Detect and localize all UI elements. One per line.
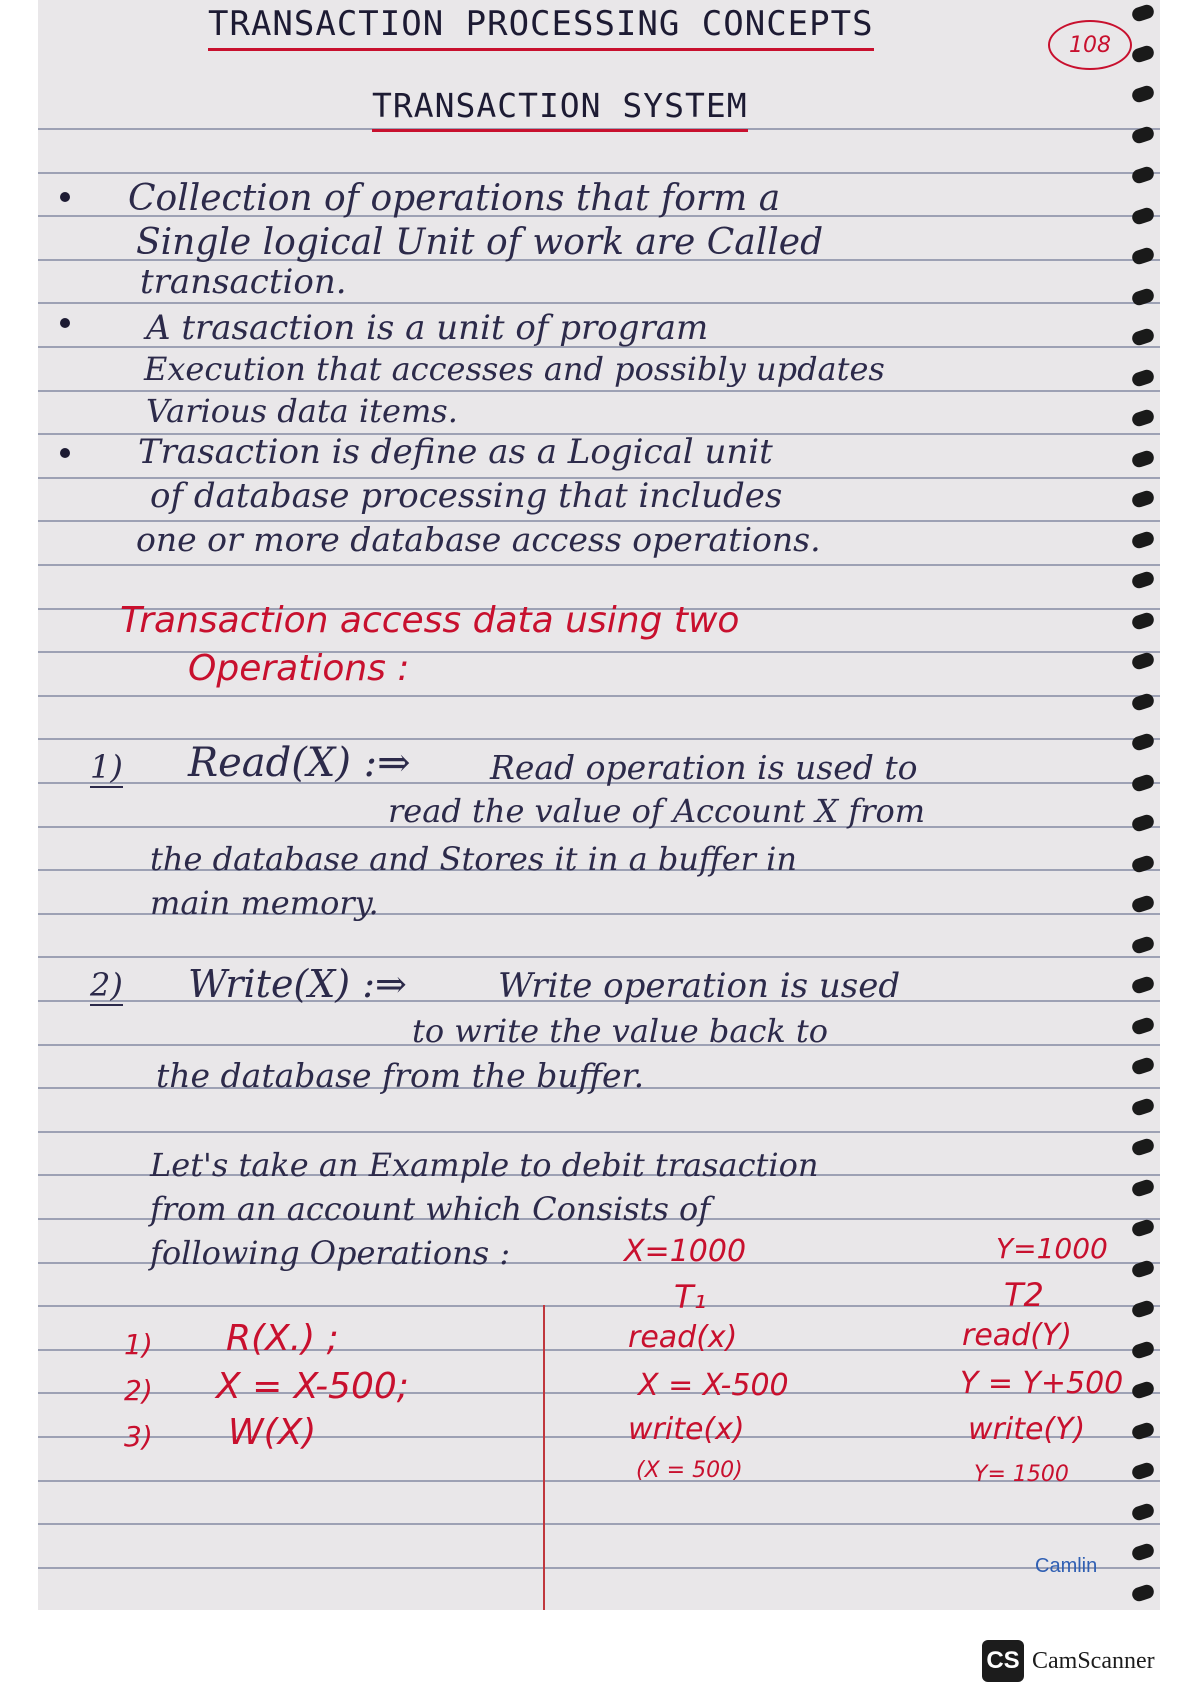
binding-hole [1130,530,1155,550]
binding-hole [1130,975,1155,995]
bullet-3 [60,448,70,458]
binding-hole [1130,1340,1155,1360]
binding-hole [1130,206,1155,226]
ruled-line [38,172,1160,174]
binding-hole [1130,1016,1155,1036]
definition-2-line-3: Various data items. [146,392,458,430]
binding-hole [1130,1299,1155,1319]
binding-hole [1130,1259,1155,1279]
example-line-2: from an account which Consists of [150,1190,711,1228]
operations-heading-line-2: Operations : [188,648,410,689]
write-op-line-1: Write operation is used [498,966,901,1006]
binding-hole [1130,1583,1155,1603]
step-3-number: 3) [124,1420,153,1453]
camscanner-name: CamScanner [1032,1648,1155,1674]
write-op-line-2: to write the value back to [412,1012,829,1050]
red-margin-line [543,1305,545,1610]
step-1-number: 1) [124,1328,153,1361]
write-op-number: 2) [90,966,123,1004]
binding-hole [1130,1097,1155,1117]
binding-hole [1130,692,1155,712]
bullet-2 [60,318,70,328]
ruled-line [38,956,1160,958]
t2-result-note: Y= 1500 [974,1462,1069,1487]
example-line-3: following Operations : [150,1234,511,1272]
binding-hole [1130,935,1155,955]
ruled-line [38,1131,1160,1133]
binding-hole [1130,773,1155,793]
binding-hole [1130,408,1155,428]
write-op-name: Write(X) :⇒ [188,962,407,1006]
t2-label: T2 [1004,1276,1044,1314]
example-line-1: Let's take an Example to debit trasaction [150,1146,819,1184]
binding-hole [1130,813,1155,833]
binding-hole [1130,84,1155,104]
read-op-line-3: the database and Stores it in a buffer in [150,840,797,878]
x-initial-value: X=1000 [624,1234,747,1269]
ruled-line [38,564,1160,566]
operations-heading-line-1: Transaction access data using two [120,600,740,641]
t2-line-2: Y = Y+500 [960,1366,1124,1401]
binding-hole [1130,246,1155,266]
binding-hole [1130,1542,1155,1562]
binding-hole [1130,449,1155,469]
t1-line-2: X = X-500 [638,1368,789,1403]
ruled-line [38,1567,1160,1569]
definition-3-line-3: one or more database access operations. [136,520,821,559]
notebook-page [38,0,1160,1610]
read-op-number: 1) [90,748,123,786]
y-initial-value: Y=1000 [996,1232,1108,1265]
page-number: 108 [1048,20,1132,70]
write-op-line-3: the database from the buffer. [156,1056,645,1095]
camscanner-logo: CS [982,1640,1024,1682]
read-op-line-2: read the value of Account X from [388,792,926,830]
t1-result-note: (X = 500) [636,1458,743,1483]
t2-line-1: read(Y) [962,1318,1072,1353]
binding-hole [1130,368,1155,388]
read-op-line-4: main memory. [150,884,379,922]
step-3-text: W(X) [228,1412,317,1453]
binding-hole [1130,165,1155,185]
definition-1-line-3: transaction. [140,262,347,302]
definition-1-line-2: Single logical Unit of work are Called [136,222,824,263]
step-2-number: 2) [124,1374,153,1407]
page-title: TRANSACTION PROCESSING CONCEPTS [208,4,874,51]
t1-line-3: write(x) [628,1412,745,1447]
binding-hole [1130,287,1155,307]
definition-3-line-2: of database processing that includes [150,476,783,516]
binding-hole [1130,894,1155,914]
binding-hole [1130,125,1155,145]
ruled-line [38,1523,1160,1525]
binding-hole [1130,651,1155,671]
binding-hole [1130,1137,1155,1157]
binding-hole [1130,570,1155,590]
t1-label: T₁ [674,1278,707,1316]
binding-hole [1130,1218,1155,1238]
step-2-text: X = X-500; [216,1366,409,1407]
t2-line-3: write(Y) [968,1412,1086,1447]
definition-2-line-1: A trasaction is a unit of program [146,308,709,348]
ruled-line [38,695,1160,697]
read-op-name: Read(X) :⇒ [188,740,411,786]
read-op-line-1: Read operation is used to [490,748,918,787]
ruled-line [38,302,1160,304]
definition-3-line-1: Trasaction is define as a Logical unit [138,432,773,472]
ruled-line [38,1305,1160,1307]
binding-hole [1130,1502,1155,1522]
binding-hole [1130,44,1155,64]
notebook-brand: Camlin [1035,1555,1098,1577]
binding-hole [1130,1461,1155,1481]
bullet-1 [60,192,70,202]
binding-hole [1130,611,1155,631]
binding-hole [1130,489,1155,509]
binding-hole [1130,1056,1155,1076]
binding-hole [1130,1421,1155,1441]
section-heading: TRANSACTION SYSTEM [372,86,748,132]
step-1-text: R(X.) ; [226,1318,339,1359]
binding-hole [1130,1178,1155,1198]
definition-2-line-2: Execution that accesses and possibly updates [144,350,885,388]
binding-hole [1130,854,1155,874]
binding-hole [1130,1380,1155,1400]
binding-hole [1130,327,1155,347]
binding-hole [1130,3,1155,23]
t1-line-1: read(x) [628,1320,738,1355]
definition-1-line-1: Collection of operations that form a [128,178,781,219]
binding-hole [1130,732,1155,752]
